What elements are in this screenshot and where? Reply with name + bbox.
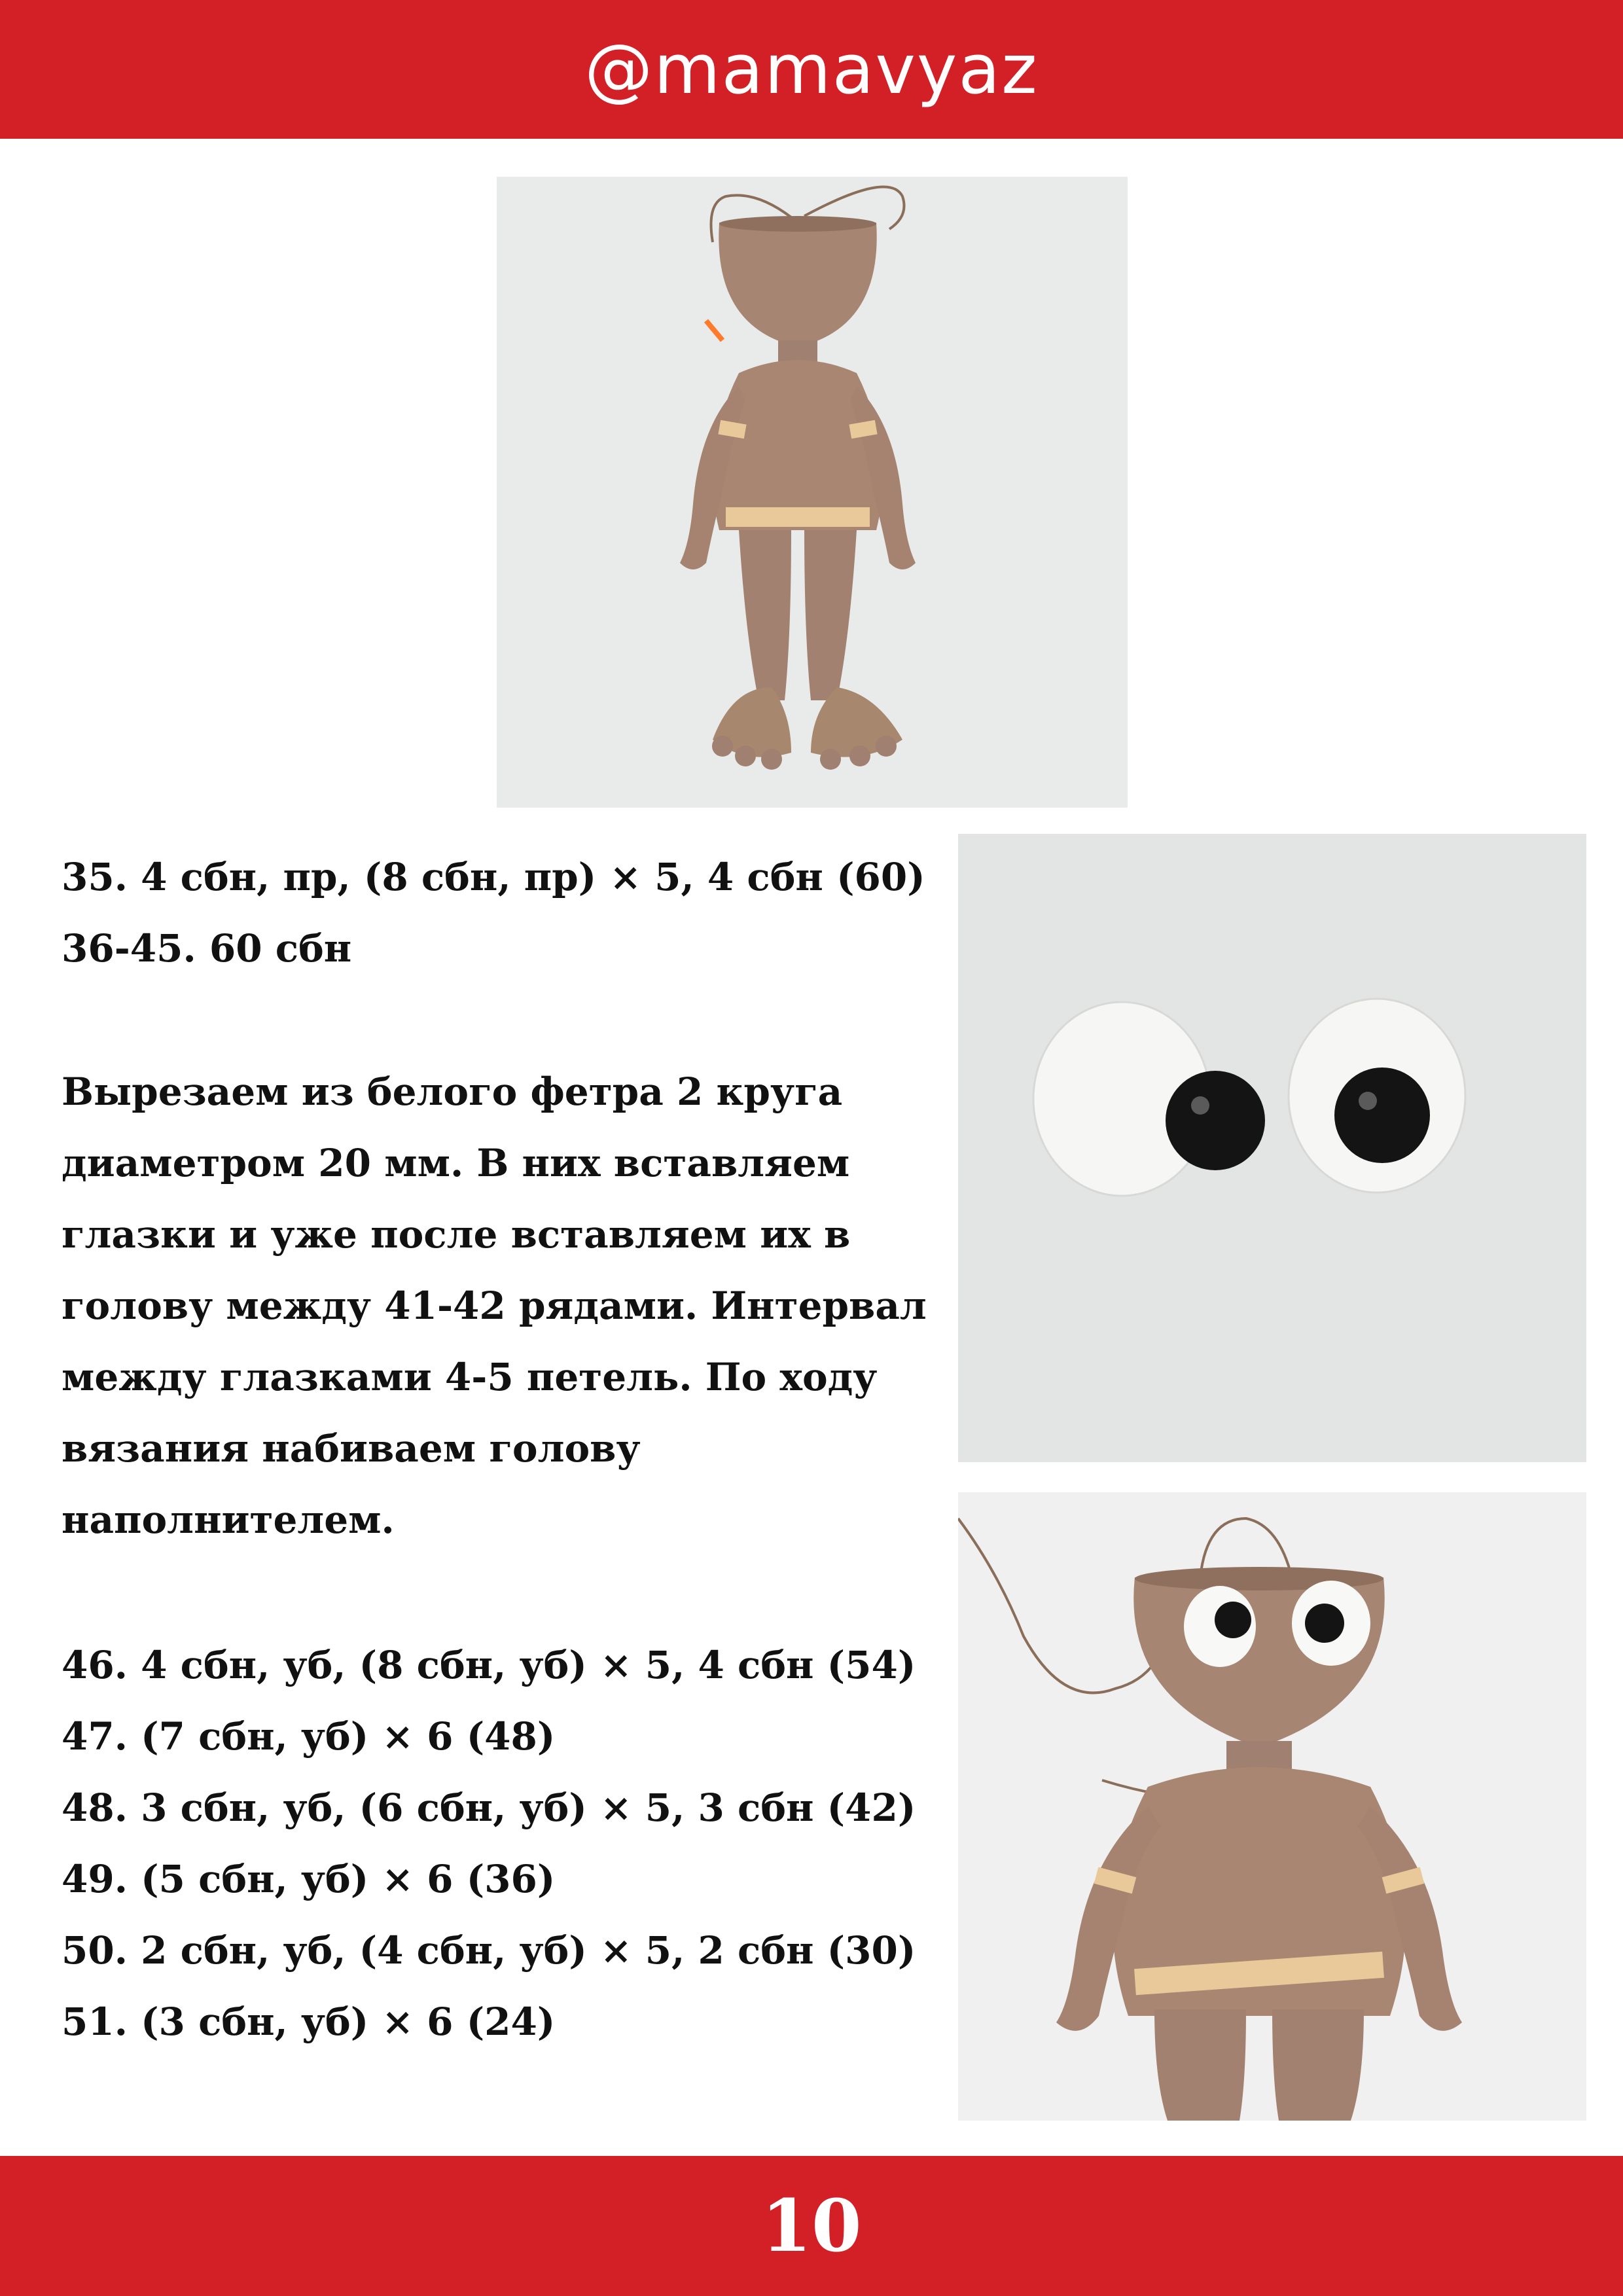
paragraph-line: Вырезаем из белого фетра 2 круга [62,1069,843,1114]
pattern-row: 48. 3 сбн, уб, (6 сбн, уб) × 5, 3 сбн (42) [62,1785,916,1830]
paragraph-line: вязания набиваем голову [62,1426,641,1471]
instructions-paragraph [62,1056,927,1556]
pattern-row: 51. (3 сбн, уб) × 6 (24) [62,2000,556,2044]
page-number: 10 [761,2183,862,2268]
pattern-row: 47. (7 сбн, уб) × 6 (48) [62,1714,556,1759]
rows-46-51 [62,1630,916,2058]
rows-35-45 [62,842,925,984]
felt-eyes-illustration [958,834,1586,1462]
pattern-row: 46. 4 сбн, уб, (8 сбн, уб) × 5, 4 сбн (54) [62,1643,916,1687]
paragraph-line: диаметром 20 мм. В них вставляем [62,1141,850,1185]
paragraph-line: голову между 41-42 рядами. Интервал [62,1283,927,1328]
paragraph-line: наполнителем. [62,1498,395,1542]
paragraph-line: глазки и уже после вставляем их в [62,1212,851,1257]
pattern-row: 49. (5 сбн, уб) × 6 (36) [62,1857,556,1901]
pattern-row: 36-45. 60 сбн [62,926,352,971]
pattern-row: 50. 2 сбн, уб, (4 сбн, уб) × 5, 2 сбн (30) [62,1928,916,1973]
photo-felt-eyes [958,834,1586,1462]
doll-body-illustration [497,177,1128,808]
pattern-row: 35. 4 сбн, пр, (8 сбн, пр) × 5, 4 сбн (60) [62,855,925,899]
doll-with-eyes-illustration [958,1492,1586,2121]
photo-doll-body-full [497,177,1128,808]
header-title: @mamavyaz [584,29,1039,109]
photo-doll-with-eyes [958,1492,1586,2121]
paragraph-line: между глазками 4-5 петель. По ходу [62,1355,878,1399]
